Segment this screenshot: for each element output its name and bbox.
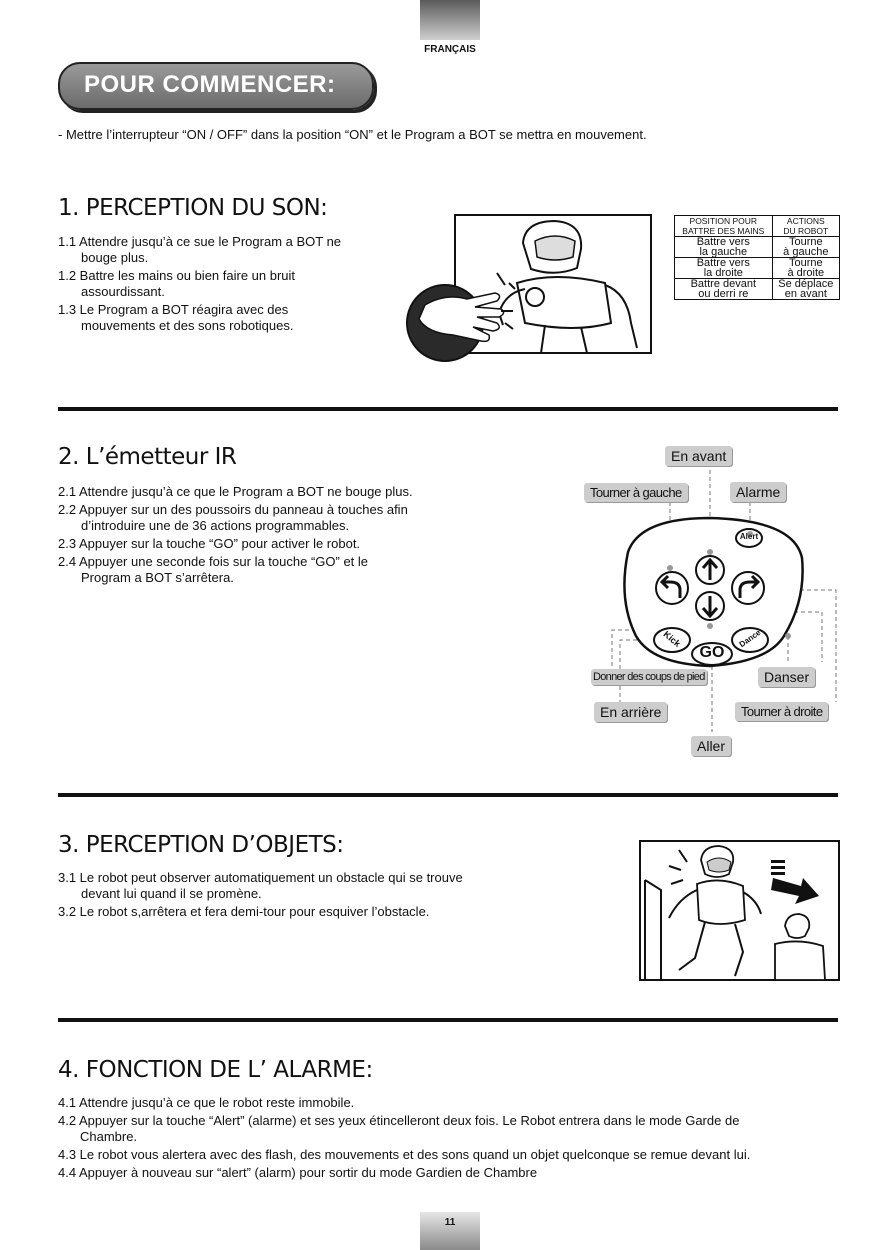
step-item: 3.2 Le robot s,arrêtera et fera demi-tour pour esquiver l’obstacle. — [58, 904, 430, 919]
table-header-row: POSITION POUR BATTRE DES MAINS ACTIONS DU ROBOT — [675, 216, 840, 237]
clap-illustration — [405, 213, 655, 373]
label-dance: Danser — [758, 667, 815, 687]
step-item: 3.1 Le robot peut observer automatiquement un obstacle qui se trouve devant lui quand il se promène. — [58, 870, 463, 901]
section-divider — [58, 1018, 838, 1022]
header-tab — [420, 0, 480, 40]
step-item: 1.2 Battre les mains ou bien faire un bruit assourdissant. — [58, 268, 296, 299]
step-item: 2.2 Appuyer sur un des poussoirs du panneau à touches afin d’introduire une de 36 actions programmables. — [58, 502, 408, 533]
label-go: Aller — [691, 736, 731, 756]
label-turn-right: Tourner à droite — [735, 702, 828, 721]
table-row: Battre vers la droite Tourne à droite — [675, 258, 840, 279]
section2-steps — [58, 484, 488, 586]
dance-button-label: Dance — [737, 627, 763, 650]
step-item: 1.1 Attendre jusqu’à ce sue le Program a BOT ne bouge plus. — [58, 234, 342, 265]
step-item: 2.3 Appuyer sur la touche “GO” pour activer le robot. — [58, 536, 361, 551]
step-item: 2.1 Attendre jusqu’à ce que le Program a BOT ne bouge plus. — [58, 484, 413, 499]
section2-title: 2. L’émetteur IR — [58, 444, 237, 470]
start-instruction: - Mettre l’interrupteur “ON / OFF” dans la position “ON” et le Program a BOT se mettra en mouvement. — [58, 127, 647, 142]
step-item: 4.2 Appuyer sur la touche “Alert” (alarme) et ses yeux étincelleront deux fois. Le Robot entrera dans le mode Garde de Chambre. — [58, 1113, 740, 1144]
language-label: FRANÇAIS — [424, 44, 476, 55]
section1-title: 1. PERCEPTION DU SON: — [58, 195, 328, 221]
turn-left-icon — [656, 572, 688, 604]
clap-action-table — [674, 215, 840, 300]
start-heading-pill — [58, 62, 374, 110]
section1-steps — [58, 234, 398, 334]
section3-steps — [58, 870, 528, 920]
kick-button-label: Kick — [661, 629, 683, 649]
label-kick: Donner des coups de pied — [593, 671, 705, 683]
section4-title: 4. FONCTION DE L’ ALARME: — [58, 1057, 373, 1083]
backward-arrow-icon — [696, 592, 724, 620]
go-button-label: GO — [699, 644, 725, 661]
forward-arrow-icon — [696, 556, 724, 584]
ir-remote-diagram — [580, 440, 845, 765]
section4-steps — [58, 1095, 848, 1181]
label-alarm: Alarme — [730, 482, 786, 502]
obstacle-illustration — [639, 840, 841, 982]
start-heading: POUR COMMENCER: — [84, 71, 336, 98]
section3-title: 3. PERCEPTION D’OBJETS: — [58, 832, 344, 858]
table-row: Battre devant ou derri re Se déplace en avant — [675, 279, 840, 300]
label-turn-left: Tourner à gauche — [584, 483, 688, 502]
step-item: 2.4 Appuyer une seconde fois sur la touche “GO” et le Program a BOT s’arrêtera. — [58, 554, 369, 585]
label-forward: En avant — [665, 446, 732, 466]
section-divider — [58, 793, 838, 797]
step-item: 1.3 Le Program a BOT réagira avec des mouvements et des sons robotiques. — [58, 302, 294, 333]
turn-right-icon — [732, 572, 764, 604]
label-backward: En arrière — [594, 702, 667, 722]
step-item: 4.1 Attendre jusqu’à ce que le robot reste immobile. — [58, 1095, 355, 1110]
page-number: 11 — [444, 1217, 456, 1228]
section-divider — [58, 407, 838, 411]
step-item: 4.4 Appuyer à nouveau sur “alert” (alarm) pour sortir du mode Gardien de Chambre — [58, 1165, 538, 1180]
alert-button-label: Alert — [739, 532, 759, 541]
step-item: 4.3 Le robot vous alertera avec des flash, des mouvements et des sons quand un objet quelconque se remue devant lui. — [58, 1147, 751, 1162]
table-row: Battre vers la gauche Tourne à gauche — [675, 237, 840, 258]
